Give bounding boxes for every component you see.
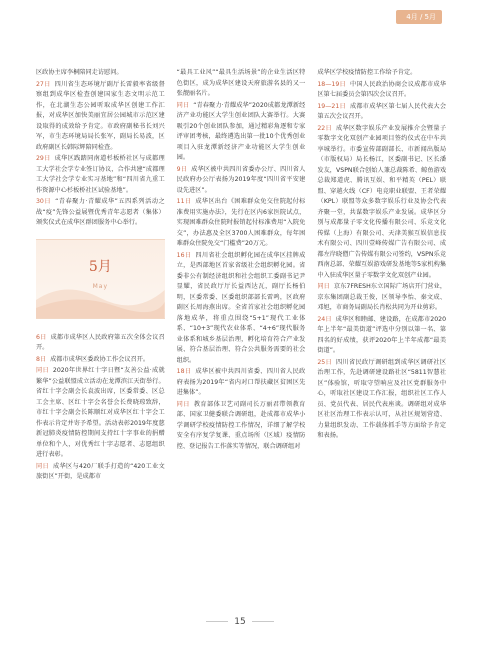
entry-date: 18日 bbox=[176, 368, 192, 375]
entry-date: 19—21日 bbox=[317, 102, 346, 110]
entry-text: 成华区与420厂联手打造的“420工业文旅街区”开街，是成都市 bbox=[36, 462, 165, 480]
entry-text: 四川省生态环境厅副厅长雷毅率省级督察组到成华区检查创建国家生态文明示范工作，在北湖生态公园听取成华区创建工作汇报，对成华区加快美丽宜居公园城市示范区建设取得的成效给予肯定。市政府副秘书长刘兴军，市生态环境局局长张军，副局长易波，区政府副区长韩际辉陪同检查。 bbox=[36, 80, 165, 151]
entry-text: “青春聚力·青耀成华”2020成都龙潭新经济产业功能区大学生创业团队大赛举行。大赛吸引20个创业团队参加，通过精彩角逐和专家评审团考核，最终遴选出第一批10个优秀创业项目入驻龙潭新经济产业功能区大学生创业园。 bbox=[176, 101, 306, 161]
chronicle-entry bbox=[36, 333, 165, 354]
entry-date: 同日 bbox=[36, 367, 49, 374]
entry-text: “最具工业风”“最具生活场景”的企业生活区特色街区，成为成华区建设天府旅游名县的又一张靓丽名片。 bbox=[176, 69, 306, 97]
page-number bbox=[0, 617, 480, 627]
entry-text: 成华区被中共四川省委办公厅、四川省人民政府办公厅表扬为2019年度“四川省平安建设先进区”。 bbox=[176, 165, 306, 194]
entry-date: 18—19日 bbox=[317, 80, 346, 88]
entry-text: 成华区践踏同南道杉板桥社区与成都理工大学社会学专业签订协议，合作共建“成都理工大学社会学专业实习基地”和“四川省九重工作资源中心杉板桥社区试验基地”。 bbox=[36, 155, 165, 194]
entry-text: 成华区被中共四川省委、四川省人民政府表扬为2019年“省内对口帮扶藏区贫困区先进集体”。 bbox=[176, 368, 306, 396]
entry-text: 教育部体卫艺司副司长万丽君带领教育部、国家卫健委联合调研组，赴成都市成华小学调研学校疫情防控工作情况，详细了解学校安全有序复学复课、重点场所（区域）疫情防控、登记报告工作落实等情况，联合调研组对 bbox=[176, 400, 306, 450]
text-columns bbox=[36, 68, 446, 613]
month-title: 5月 bbox=[88, 258, 112, 275]
entry-date: 9日 bbox=[176, 165, 188, 173]
entry-date: 6日 bbox=[36, 333, 47, 341]
chronicle-entry bbox=[177, 197, 306, 250]
entry-date: 同日 bbox=[176, 101, 190, 109]
entry-date: 30日 bbox=[36, 198, 52, 205]
entry-text: 中国人民政治协商会议成都市成华区第七届委员会第四次会议召开。 bbox=[317, 80, 447, 98]
page-number-left-rule bbox=[206, 621, 228, 622]
header-month-tab: 4月 / 5月 bbox=[396, 10, 442, 24]
chronicle-entry bbox=[317, 358, 446, 442]
entry-date: 29日 bbox=[36, 155, 51, 162]
chronicle-entry bbox=[36, 366, 165, 461]
entry-text: 四川省民政厅调研组到成华区调研社区治理工作，先赴调研建设路社区“5811智慧社区”体验馆，听取守望响应及社区党群服务中心，听取社区建设工作汇报，组织社区工作人员、党员代表、居民代表座谈。调研组对成华区社区治理工作表示认可，从社区规划营造、力量组织发动、工作载体抓手等方面给予肯定和表扬。 bbox=[317, 358, 447, 439]
chronicle-entry bbox=[317, 102, 446, 123]
entry-text: 成都市成华区人民政府第五次全体会议召开。 bbox=[36, 333, 165, 351]
column-3 bbox=[317, 68, 446, 613]
entry-text: 成都市成华区委政协工作会议召开。 bbox=[50, 355, 150, 363]
chronicle-entry bbox=[317, 124, 446, 282]
entry-text: 成华区学校疫情防控工作给予肯定。 bbox=[317, 69, 417, 76]
chronicle-entry bbox=[317, 315, 446, 357]
entry-date: 27日 bbox=[36, 80, 51, 88]
chronicle-entry bbox=[177, 101, 306, 164]
month-banner bbox=[36, 239, 165, 319]
chronicle-entry bbox=[177, 68, 306, 100]
entry-date: 同日 bbox=[36, 462, 50, 470]
chronicle-entry bbox=[317, 80, 446, 101]
chronicle-entry bbox=[177, 251, 306, 367]
chronicle-entry bbox=[36, 68, 165, 79]
chronicle-entry bbox=[36, 80, 165, 154]
column-1 bbox=[36, 68, 165, 613]
chronicle-entry bbox=[317, 68, 446, 79]
entry-text: 京东7FRESH东立国际广场店开门营业，京东集团副总裁王俊，区领导李怡、秦文成、邓旭，市商务局副局长肖松共同为开业剪彩。 bbox=[317, 283, 447, 311]
chronicle-entry bbox=[36, 154, 165, 196]
chronicle-entry bbox=[317, 282, 446, 314]
entry-date: 24日 bbox=[317, 315, 332, 323]
entry-text: 成都市成华区第七届人民代表大会第五次会议召开。 bbox=[317, 102, 447, 120]
page-number-value: 15 bbox=[234, 617, 246, 627]
entry-date: 16日 bbox=[176, 251, 192, 259]
page-number-right-rule bbox=[252, 621, 274, 622]
chronicle-entry bbox=[36, 462, 165, 483]
entry-text: 成华区出台《困难群众免交住院起付标准费用实施办法》，先行在区内6家医院试点，实现困难群众住院时报销起付标准费用“入院免交”，办法惠及全区3700人困难群众，每年困难群众住院免交“门槛费”20万元。 bbox=[176, 198, 306, 247]
entry-text: 成华区数字娱乐产业发展推介会暨量子零数字文化双创产业园项目签约仪式在中车共享城举行。市委宣传部副部长、市新闻出版局（市版权局）局长杨江，区委副书记、区长潘发友，VSPN联合创始人兼总裁陈希、鲸鱼游戏总裁郑道虎、腾讯互娱、和平精英（PEL）联盟、穿越火线（CF）电竞职业联盟、王者荣耀（KPL）联盟等众多数字娱乐行业及协会代表齐聚一堂，共谋数字娱乐产业发展。成华区分别与成都量子零文化传播有限公司、乐竞文化传媒（上海）有限公司、天津美猴互娱信息技术有限公司、四川壹峰传媒广告有限公司、成都左岸晓僧广告传媒有限公司签约，VSPN乐竞西南总部、荣耀互娱游戏研发基地等5家机构集中入驻成华区量子零数字文化双创产业园。 bbox=[317, 124, 447, 279]
chronicle-entry bbox=[177, 400, 306, 453]
entry-date: 同日 bbox=[317, 283, 330, 290]
entry-text: 2020年世界红十字日暨“友善公益·成就繁华”公益联盟成立活动在龙潭滨江天街举行。省红十字会副会长袁波出席，区委常委、区总工会主席、区红十字会名誉会长费晓琼致辞，市红十字会副会长陈顺红对成华区红十字会工作表示肯定并寄予希望。活动表彰2019年度慈新冠肺炎疫情防控期间支持红十字事业的捐赠单位和个人，对优秀红十字志愿者、志愿组织进行表彰。 bbox=[36, 367, 165, 458]
entry-date: 8日 bbox=[36, 355, 47, 363]
month-subtitle: May bbox=[92, 282, 109, 290]
entry-date: 同日 bbox=[176, 400, 190, 408]
entry-text: 成华区和睦邮、建设路，在成都市2020年上半年“最美街道”评选中分别以第一名、第四名的好成绩，获评2020年上半年成都“最美街道”。 bbox=[317, 315, 447, 354]
entry-text: “青春聚力·青耀成华”五四系列活动之战“疫”先锋公益展暨优秀青年志愿者（集体）颁奖仪式在成华区群团服务中心举行。 bbox=[36, 198, 165, 226]
chronicle-entry bbox=[36, 355, 165, 366]
chronicle-entry bbox=[177, 165, 306, 197]
entry-text: 四川省社会组织孵化园在成华区挂牌成立，是西部地区首家省级社会组织孵化园。省委非公有制经济组织和社会组织工委副书记尹显耀，省民政厅厅长益西达瓦，副厅长杨伯明，区委常委、区委组织部部长雷鸣，区政府副区长周海燕出席。全省首家社会组织孵化园落地成华，将重点围绕“5+1”现代工业体系、“10+3”现代农业体系、“4+6”现代服务业体系和城乡基层治理，孵化培育符合产业发展、符合基层治理、符合公共服务需要的社会组织。 bbox=[176, 251, 306, 364]
chronicle-entry bbox=[177, 367, 306, 399]
entry-text: 区政协主席李桐陪同走访慰问。 bbox=[36, 69, 123, 76]
entry-date: 11日 bbox=[176, 198, 192, 205]
entry-date: 22日 bbox=[317, 124, 333, 132]
column-2 bbox=[177, 68, 306, 613]
entry-date: 25日 bbox=[317, 358, 333, 366]
page-header bbox=[0, 0, 480, 40]
month-banner-decoration bbox=[36, 240, 165, 318]
chronicle-entry bbox=[36, 197, 165, 229]
